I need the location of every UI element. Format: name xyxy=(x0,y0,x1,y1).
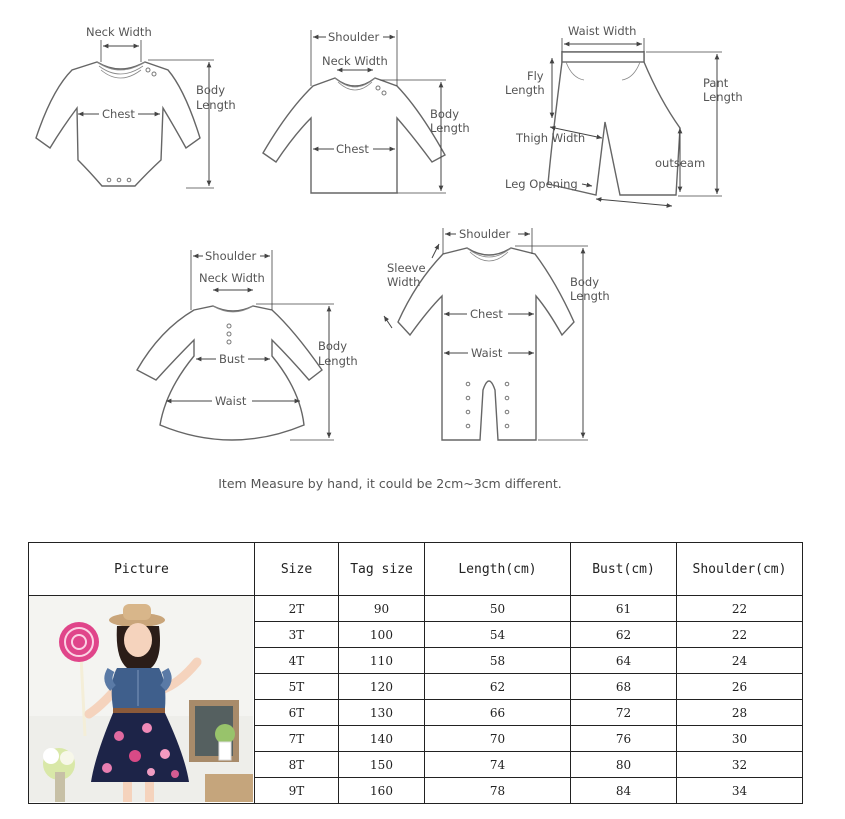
cell-length: 58 xyxy=(425,648,571,674)
bodysuit-outline xyxy=(36,62,200,186)
product-photo-cell xyxy=(29,596,255,804)
cell-size: 9T xyxy=(255,778,339,804)
pants-waist-width-label: Waist Width xyxy=(568,24,637,38)
dress-bust-label: Bust xyxy=(219,352,245,366)
cell-tag-size: 160 xyxy=(339,778,425,804)
bodysuit-diagram xyxy=(36,25,236,188)
cell-bust: 64 xyxy=(571,648,677,674)
cell-tag-size: 120 xyxy=(339,674,425,700)
pants-outseam-label: outseam xyxy=(655,156,706,170)
cell-shoulder: 34 xyxy=(677,778,803,804)
cell-length: 66 xyxy=(425,700,571,726)
dress-waist-label: Waist xyxy=(215,394,247,408)
cell-bust: 80 xyxy=(571,752,677,778)
cell-shoulder: 22 xyxy=(677,596,803,622)
pants-diagram xyxy=(505,24,743,206)
cell-size: 5T xyxy=(255,674,339,700)
cell-tag-size: 140 xyxy=(339,726,425,752)
top-chest-label: Chest xyxy=(336,142,369,156)
cell-tag-size: 110 xyxy=(339,648,425,674)
dress-body-length-label: Body xyxy=(318,339,348,353)
cell-length: 50 xyxy=(425,596,571,622)
cell-size: 4T xyxy=(255,648,339,674)
top-neck-width-label: Neck Width xyxy=(322,54,388,68)
cell-tag-size: 130 xyxy=(339,700,425,726)
cell-shoulder: 22 xyxy=(677,622,803,648)
pants-pant-length-label: Pant xyxy=(703,76,729,90)
cell-bust: 68 xyxy=(571,674,677,700)
cell-bust: 61 xyxy=(571,596,677,622)
table-header-row xyxy=(29,543,803,596)
header-shoulder: Shoulder(cm) xyxy=(677,543,803,596)
romper-sleeve-width-label-2: Width xyxy=(387,275,421,289)
measurement-note: Item Measure by hand, it could be 2cm~3cm different. xyxy=(218,476,562,491)
cell-size: 2T xyxy=(255,596,339,622)
header-picture: Picture xyxy=(29,543,255,596)
cell-shoulder: 28 xyxy=(677,700,803,726)
romper-chest-label: Chest xyxy=(470,307,503,321)
dress-shoulder-label: Shoulder xyxy=(205,249,257,263)
cell-length: 54 xyxy=(425,622,571,648)
cell-size: 6T xyxy=(255,700,339,726)
top-diagram xyxy=(263,30,470,193)
pants-outline xyxy=(548,52,680,195)
header-bust: Bust(cm) xyxy=(571,543,677,596)
bodysuit-body-length-label: Body xyxy=(196,83,226,97)
table-row xyxy=(29,596,803,622)
top-outline xyxy=(263,78,445,193)
header-size: Size xyxy=(255,543,339,596)
cell-shoulder: 24 xyxy=(677,648,803,674)
pants-fly-length-label: Fly xyxy=(527,69,544,83)
cell-length: 70 xyxy=(425,726,571,752)
top-body-length-label: Body xyxy=(430,107,460,121)
cell-length: 62 xyxy=(425,674,571,700)
dress-neck-width-label: Neck Width xyxy=(199,271,265,285)
pants-pant-length-label-2: Length xyxy=(703,90,743,104)
romper-shoulder-label: Shoulder xyxy=(459,227,511,241)
dress-diagram xyxy=(137,249,358,440)
cell-length: 78 xyxy=(425,778,571,804)
cell-tag-size: 100 xyxy=(339,622,425,648)
pants-thigh-width-label: Thigh Width xyxy=(516,131,586,145)
header-length: Length(cm) xyxy=(425,543,571,596)
romper-waist-label: Waist xyxy=(471,346,503,360)
romper-body-length-label: Body xyxy=(570,275,600,289)
cell-tag-size: 150 xyxy=(339,752,425,778)
pants-leg-opening-label: Leg Opening xyxy=(505,177,578,191)
header-tag-size: Tag size xyxy=(339,543,425,596)
product-photo xyxy=(29,596,253,802)
bodysuit-chest-label: Chest xyxy=(102,107,135,121)
size-chart-table xyxy=(28,542,803,804)
bodysuit-body-length-label-2: Length xyxy=(196,98,236,112)
romper-outline xyxy=(398,248,574,440)
romper-diagram xyxy=(384,227,610,440)
cell-size: 3T xyxy=(255,622,339,648)
cell-shoulder: 26 xyxy=(677,674,803,700)
cell-shoulder: 32 xyxy=(677,752,803,778)
cell-tag-size: 90 xyxy=(339,596,425,622)
cell-bust: 84 xyxy=(571,778,677,804)
top-shoulder-label: Shoulder xyxy=(328,30,380,44)
romper-body-length-label-2: Length xyxy=(570,289,610,303)
cell-bust: 62 xyxy=(571,622,677,648)
cell-length: 74 xyxy=(425,752,571,778)
cell-size: 8T xyxy=(255,752,339,778)
cell-shoulder: 30 xyxy=(677,726,803,752)
romper-sleeve-width-label: Sleeve xyxy=(387,261,426,275)
bodysuit-neck-width-label: Neck Width xyxy=(86,25,152,39)
pants-fly-length-label-2: Length xyxy=(505,83,545,97)
dress-body-length-label-2: Length xyxy=(318,354,358,368)
cell-size: 7T xyxy=(255,726,339,752)
cell-bust: 76 xyxy=(571,726,677,752)
cell-bust: 72 xyxy=(571,700,677,726)
top-body-length-label-2: Length xyxy=(430,121,470,135)
